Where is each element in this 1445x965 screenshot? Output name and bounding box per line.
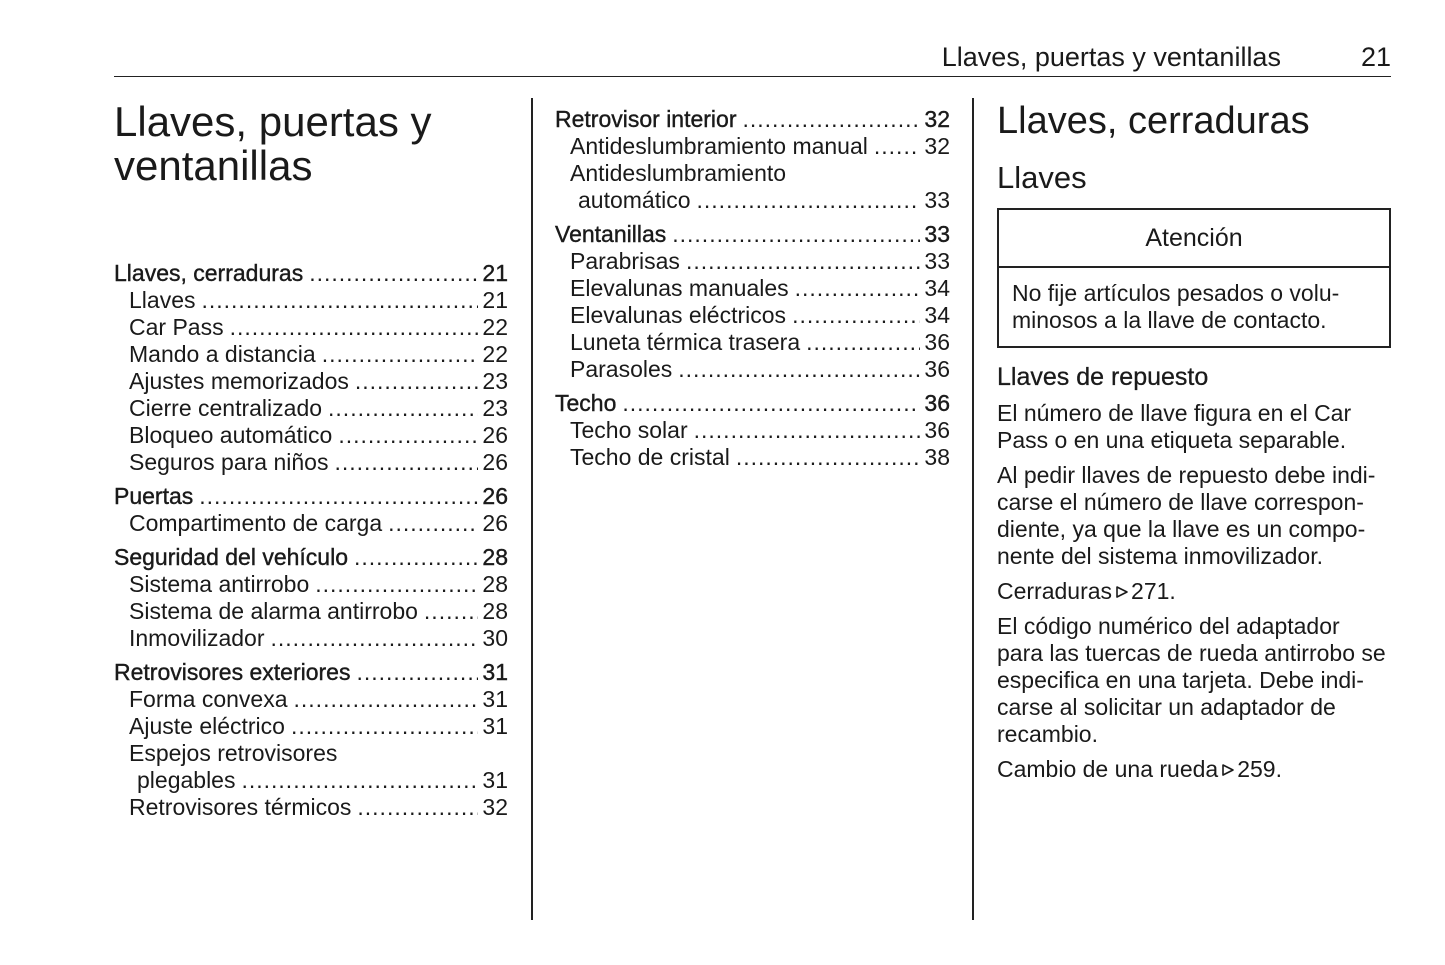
toc-subentry-page: 36 xyxy=(924,329,950,355)
toc-entry-page: 33 xyxy=(924,221,950,247)
toc-subentry[interactable] xyxy=(114,767,508,794)
toc-subentry-page: 34 xyxy=(924,275,950,301)
toc-group xyxy=(114,260,508,476)
toc-subentry-page: 31 xyxy=(482,767,508,793)
toc-subentry-title: Sistema de alarma antirrobo xyxy=(129,598,418,624)
toc-subentry[interactable] xyxy=(114,794,508,821)
toc-group xyxy=(555,106,950,214)
chapter-title xyxy=(114,100,508,188)
toc-subentry-page: 21 xyxy=(482,287,508,313)
toc-subentry-page: 22 xyxy=(482,314,508,340)
warning-box xyxy=(997,208,1391,348)
toc-subentry-page: 28 xyxy=(482,598,508,624)
paragraph-line: Pass o en una etiqueta separable. xyxy=(997,427,1347,453)
toc-subentry-title: Techo solar xyxy=(570,417,688,443)
paragraph xyxy=(997,400,1391,454)
toc-subentry-title: automático xyxy=(578,187,691,213)
toc-subentry-title: Elevalunas manuales xyxy=(570,275,789,301)
toc-subentry[interactable] xyxy=(114,314,508,341)
toc-subentry-title: Elevalunas eléctricos xyxy=(570,302,787,328)
toc-subentry-page: 22 xyxy=(482,341,508,367)
paragraph-crossref xyxy=(997,578,1391,605)
toc-subentry[interactable] xyxy=(555,275,950,302)
toc-subentry-page: 23 xyxy=(482,395,508,421)
toc-entry-page: 32 xyxy=(924,106,950,132)
chapter-title-line-1: Llaves, puertas y xyxy=(114,98,432,145)
toc-subentry-title: Sistema antirrobo xyxy=(129,571,310,597)
toc-subentry-title: Techo de cristal xyxy=(570,444,730,470)
toc-subentry-page: 30 xyxy=(482,625,508,651)
toc-subentry-page: 28 xyxy=(482,571,508,597)
toc-entry-title: Techo xyxy=(555,390,617,416)
toc-subentry[interactable] xyxy=(114,510,508,537)
toc-subentry-page: 31 xyxy=(482,686,508,712)
toc-entry-title: Puertas xyxy=(114,483,194,509)
toc-subentry-title: Ajuste eléctrico xyxy=(129,713,285,739)
toc-subentry-page: 26 xyxy=(482,510,508,536)
toc-subentry[interactable] xyxy=(555,417,950,444)
toc-subentry-title: Luneta térmica trasera xyxy=(570,329,801,355)
toc-subentry-page: 33 xyxy=(924,248,950,274)
toc-subentry-title: Llaves xyxy=(129,287,196,313)
toc-subentry-page: 32 xyxy=(482,794,508,820)
toc-subentry[interactable] xyxy=(114,341,508,368)
toc-subentry-title-line-1: Espejos retrovisores xyxy=(129,740,338,766)
toc-subentry[interactable] xyxy=(114,422,508,449)
toc-subentry[interactable] xyxy=(555,356,950,383)
toc-subentry-page: 38 xyxy=(924,444,950,470)
right-column xyxy=(997,100,1391,791)
toc-entry[interactable] xyxy=(114,483,508,510)
toc-subentry-title: Bloqueo automático xyxy=(129,422,333,448)
toc-subentry-title: Parasoles xyxy=(570,356,673,382)
toc-group xyxy=(114,544,508,652)
toc-entry[interactable] xyxy=(114,544,508,571)
toc-subentry[interactable] xyxy=(114,598,508,625)
toc-subentry[interactable] xyxy=(114,713,508,740)
toc-entry-page: 31 xyxy=(482,659,508,685)
paragraph-line: nente del sistema inmovilizador. xyxy=(997,543,1323,569)
toc-subentry-title: Inmovilizador xyxy=(129,625,265,651)
paragraph-line: carse el número de llave correspon- xyxy=(997,489,1364,515)
page-number: 21 xyxy=(1360,41,1391,72)
toc-subentry[interactable] xyxy=(114,395,508,422)
toc-group xyxy=(114,659,508,821)
toc-entry[interactable] xyxy=(114,260,508,287)
crossref-page-link[interactable]: 259. xyxy=(1237,756,1282,782)
toc-subentry-title-line-1: Antideslumbramiento xyxy=(570,160,787,186)
paragraph xyxy=(997,613,1391,748)
toc-group xyxy=(555,390,950,471)
middle-column xyxy=(555,106,950,478)
paragraph xyxy=(997,462,1391,570)
toc-group xyxy=(114,483,508,537)
toc-subentry-page: 32 xyxy=(924,133,950,159)
paragraph-line: para las tuercas de rueda antirrobo se xyxy=(997,640,1386,666)
crossref-text: Cambio de una rueda xyxy=(997,756,1219,782)
toc-entry-page: 26 xyxy=(482,483,508,509)
toc-subentry-page: 33 xyxy=(924,187,950,213)
column-divider-2 xyxy=(972,98,974,920)
toc-entry[interactable] xyxy=(555,106,950,133)
toc-subentry[interactable] xyxy=(555,187,950,214)
toc-subentry-title: Compartimento de carga xyxy=(129,510,383,536)
running-header xyxy=(114,38,1391,77)
toc-subentry[interactable] xyxy=(114,287,508,314)
crossref-text: Cerraduras xyxy=(997,578,1113,604)
toc-subentry[interactable] xyxy=(555,133,950,160)
toc-entry-title: Retrovisor interior xyxy=(555,106,737,132)
section-heading: Llaves, cerraduras xyxy=(997,100,1310,142)
paragraph-crossref xyxy=(997,756,1391,783)
warning-text xyxy=(999,268,1389,346)
toc-subentry[interactable] xyxy=(555,302,950,329)
column-divider-1 xyxy=(531,98,533,920)
warning-text-line: minosos a la llave de contacto. xyxy=(1012,307,1327,333)
subsubsection-heading: Llaves de repuesto xyxy=(997,363,1209,391)
toc-subentry[interactable] xyxy=(114,625,508,652)
toc-subentry[interactable] xyxy=(555,329,950,356)
toc-entry-title: Seguridad del vehículo xyxy=(114,544,348,570)
toc-subentry-title: Ajustes memorizados xyxy=(129,368,349,394)
toc-subentry-page: 26 xyxy=(482,422,508,448)
toc-subentry-page: 23 xyxy=(482,368,508,394)
toc-subentry[interactable] xyxy=(114,449,508,476)
chapter-toc xyxy=(114,260,508,821)
paragraph-line: carse al solicitar un adaptador de xyxy=(997,694,1336,720)
paragraph-line: recambio. xyxy=(997,721,1098,747)
toc-subentry-title: Seguros para niños xyxy=(129,449,329,475)
toc-subentry[interactable] xyxy=(114,686,508,713)
chapter-title-line-2: ventanillas xyxy=(114,142,313,189)
warning-text-line: No fije artículos pesados o volu- xyxy=(1012,280,1340,306)
left-column xyxy=(114,100,508,828)
toc-subentry-page: 26 xyxy=(482,449,508,475)
toc-subentry-title: Cierre centralizado xyxy=(129,395,323,421)
page-reference-arrow-icon xyxy=(1221,763,1235,777)
toc-subentry-title: Forma convexa xyxy=(129,686,288,712)
toc-subentry-title: Mando a distancia xyxy=(129,341,316,367)
toc-entry[interactable] xyxy=(555,390,950,417)
toc-subentry-title: Retrovisores térmicos xyxy=(129,794,352,820)
toc-entry[interactable] xyxy=(555,221,950,248)
crossref-page-link[interactable]: 271. xyxy=(1131,578,1176,604)
toc-subentry-page: 36 xyxy=(924,356,950,382)
toc-entry[interactable] xyxy=(114,659,508,686)
toc-subentry-title: Antideslumbramiento manual xyxy=(570,133,868,159)
chapter-toc-continued xyxy=(555,106,950,471)
paragraph-line: Al pedir llaves de repuesto debe indi- xyxy=(997,462,1376,488)
header-section-title: Llaves, puertas y ventanillas xyxy=(941,41,1281,72)
toc-subentry[interactable] xyxy=(114,571,508,598)
page-reference-arrow-icon xyxy=(1115,585,1129,599)
toc-entry-title: Retrovisores exteriores xyxy=(114,659,351,685)
toc-entry-page: 28 xyxy=(482,544,508,570)
toc-entry-page: 21 xyxy=(482,260,508,286)
toc-subentry-title: Car Pass xyxy=(129,314,224,340)
toc-entry-page: 36 xyxy=(924,390,950,416)
toc-subentry[interactable] xyxy=(555,444,950,471)
toc-entry-title: Ventanillas xyxy=(555,221,667,247)
subsection-heading: Llaves xyxy=(997,160,1087,195)
paragraph-line: especifica en una tarjeta. Debe indi- xyxy=(997,667,1364,693)
paragraph-line: El número de llave figura en el Car xyxy=(997,400,1352,426)
toc-group xyxy=(555,221,950,383)
warning-title: Atención xyxy=(999,210,1389,268)
paragraph-line: diente, ya que la llave es un compo- xyxy=(997,516,1366,542)
toc-entry-title: Llaves, cerraduras xyxy=(114,260,304,286)
toc-subentry-page: 31 xyxy=(482,713,508,739)
toc-subentry-title: Parabrisas xyxy=(570,248,680,274)
paragraph-line: El código numérico del adaptador xyxy=(997,613,1340,639)
toc-subentry-page: 36 xyxy=(924,417,950,443)
toc-subentry[interactable] xyxy=(555,248,950,275)
toc-subentry[interactable] xyxy=(114,368,508,395)
toc-subentry-title: plegables xyxy=(137,767,236,793)
toc-subentry-page: 34 xyxy=(924,302,950,328)
